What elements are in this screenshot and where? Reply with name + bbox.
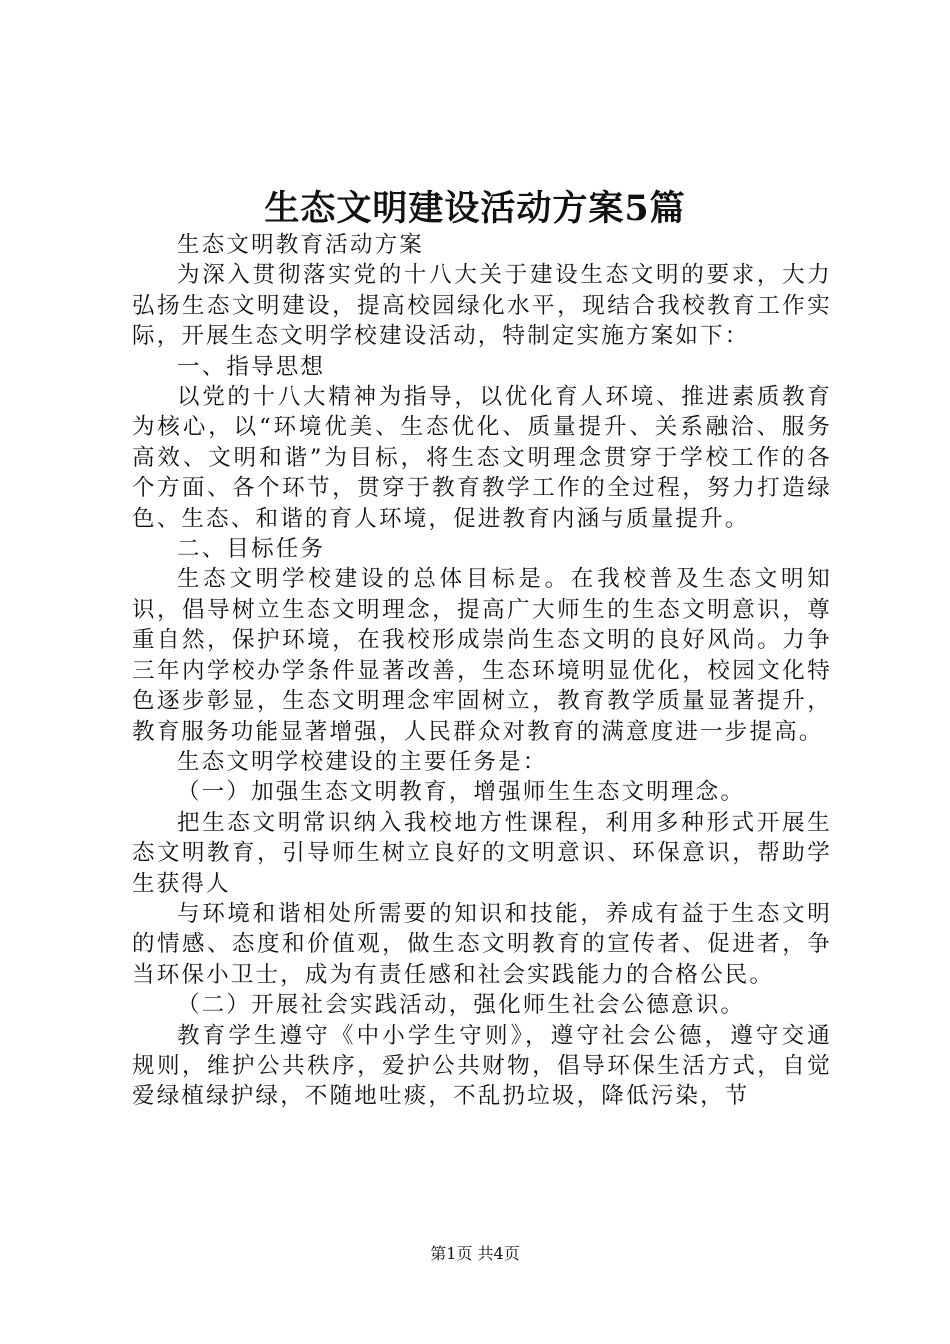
paragraph: 与环境和谐相处所需要的知识和技能，养成有益于生态文明的情感、态度和价值观，做生态文明教育的宣传者、促进者，争当环保小卫士，成为有责任感和社会实践能力的合格公民。 [132, 900, 832, 988]
document-body [132, 230, 832, 1112]
paragraph: 为深入贯彻落实党的十八大关于建设生态文明的要求，大力弘扬生态文明建设，提高校园绿化水平，现结合我校教育工作实际，开展生态文明学校建设活动，特制定实施方案如下： [132, 262, 832, 350]
paragraph: 生态文明学校建设的主要任务是： [177, 748, 548, 775]
paragraph: 把生态文明常识纳入我校地方性课程，利用多种形式开展生态文明教育，引导师生树立良好的文明意识、环保意识，帮助学生获得人 [132, 809, 832, 897]
subsection-heading: （一）加强生态文明教育，增强师生生态文明理念。 [177, 779, 746, 806]
section-heading: 二、目标任务 [177, 536, 326, 563]
subsection-heading: （二）开展社会实践活动，强化师生社会公德意识。 [177, 992, 746, 1019]
page-footer: 第1页 共4页 [430, 1244, 520, 1263]
paragraph: 生态文明学校建设的总体目标是。在我校普及生态文明知识，倡导树立生态文明理念，提高广大师生的生态文明意识，尊重自然，保护环境，在我校形成崇尚生态文明的良好风尚。力争三年内学校办学条件显著改善，生态环境明显优化，校园文化特色逐步彰显，生态文明理念牢固树立，教育教学质量显著提升，教育服务功能显著增强，人民群众对教育的满意度进一步提高。 [132, 566, 832, 745]
paragraph: 生态文明教育活动方案 [177, 232, 425, 258]
document-title: 生态文明建设活动方案5篇 [264, 188, 686, 229]
paragraph: 以党的十八大精神为指导，以优化育人环境、推进素质教育为核心，以“环境优美、生态优化、质量提升、关系融洽、服务高效、文明和谐”为目标，将生态文明理念贯穿于学校工作的各个方面、各个环节，贯穿于教育教学工作的全过程，努力打造绿色、生态、和谐的育人环境，促进教育内涵与质量提升。 [132, 384, 832, 532]
section-heading: 一、指导思想 [177, 353, 326, 380]
paragraph: 教育学生遵守《中小学生守则》，遵守社会公德，遵守交通规则，维护公共秩序，爱护公共财物，倡导环保生活方式，自觉爱绿植绿护绿，不随地吐痰，不乱扔垃圾，降低污染，节 [132, 1022, 832, 1110]
